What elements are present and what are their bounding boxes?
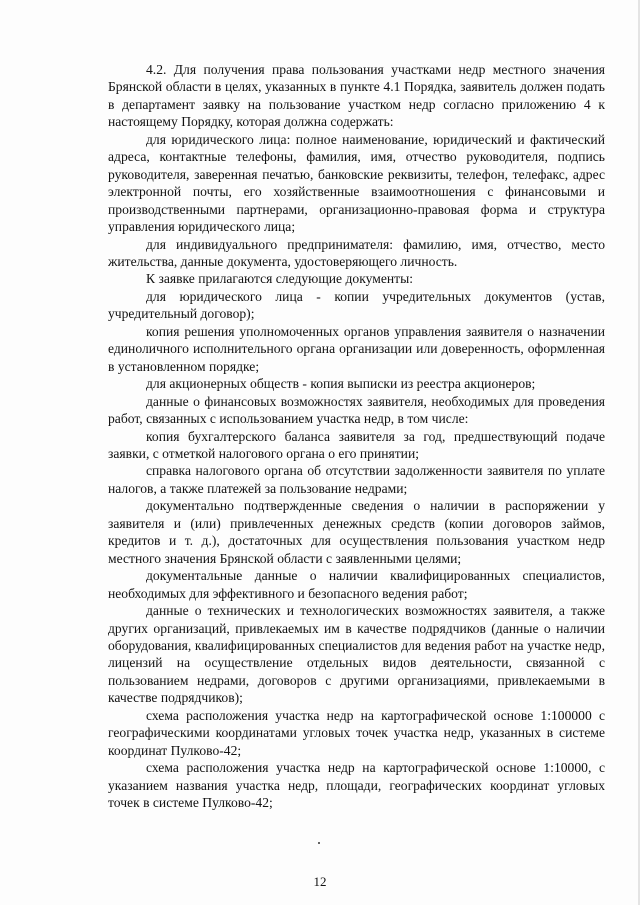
paragraph-shareholder-register: для акционерных обществ - копия выписки из реестра акционеров;: [146, 376, 536, 392]
paragraph-scheme-100000: схема расположения участка недр на картографической основе 1:100000 с географическими координатами угловых точек участка недр, указанных в системе координат Пулково-42;: [108, 707, 605, 758]
paragraph-attachments-intro: К заявке прилагаются следующие документы:: [146, 271, 413, 287]
paragraph-specialists: документальные данные о наличии квалифицированных специалистов, необходимых для эффективного и безопасного ведения работ;: [108, 568, 605, 601]
paragraph-founding-docs: для юридического лица - копии учредительных документов (устав, учредительный договор);: [108, 288, 605, 322]
page-number: 12: [313, 874, 327, 889]
scan-speck: [318, 842, 320, 844]
paragraph-entrepreneur: для индивидуального предпринимателя: фамилию, имя, отчество, место жительства, данные документа, удостоверяющего личность.: [108, 236, 605, 269]
document-body: [108, 61, 605, 811]
paragraph-technical-capabilities: данные о технических и технологических возможностях заявителя, а также других организаций, привлекаемых им в качестве подрядчиков (данные о наличии оборудования, квалифицированных специалистов для ведения работ на участке недр, лицензий на осуществление отдельных видов деятельности, связанной с пользованием недрами, договоров с другими организациями, привлекаемыми в качестве подрядчиков);: [108, 603, 605, 706]
paragraph-tax-certificate: справка налогового органа об отсутствии задолженности заявителя по уплате налогов, а также платежей за пользование недрами;: [108, 463, 605, 496]
paragraph-funds-evidence: документально подтвержденные сведения о наличии в распоряжении у заявителя и (или) привлеченных денежных средств (копии договоров займов, кредитов и т. д.), достаточных для осуществления пользования участком недр местного значения Брянской области с заявленными целями;: [108, 498, 605, 566]
paragraph-management-decision: копия решения уполномоченных органов управления заявителя о назначении единоличного исполнительного органа организации или доверенность, оформленная в установленном порядке;: [108, 323, 605, 374]
paragraph-4-2: 4.2. Для получения права пользования участками недр местного значения Брянской области в целях, указанных в пункте 4.1 Порядка, заявитель должен подать в департамент заявку на пользование участком недр согласно приложению 4 к настоящему Порядку, которая должна содержать:: [108, 62, 605, 130]
paragraph-legal-entity: для юридического лица: полное наименование, юридический и фактический адреса, контактные телефоны, фамилия, имя, отчество руководителя, подпись руководителя, заверенная печатью, банковские реквизиты, телефон, телефакс, адрес электронной почты, его хозяйственные взаимоотношения с финансовыми и производственными партнерами, организационно-правовая форма и структура управления юридического лица;: [108, 131, 605, 235]
paragraph-scheme-10000: схема расположения участка недр на картографической основе 1:10000, с указанием названия участка недр, площади, географических координат угловых точек в системе Пулково-42;: [108, 760, 605, 811]
paragraph-balance-sheet: копия бухгалтерского баланса заявителя за год, предшествующий подаче заявки, с отметкой налогового органа о его принятии;: [108, 428, 605, 461]
paragraph-financial-capabilities: данные о финансовых возможностях заявителя, необходимых для проведения работ, связанных с использованием участка недр, в том числе:: [108, 393, 605, 427]
